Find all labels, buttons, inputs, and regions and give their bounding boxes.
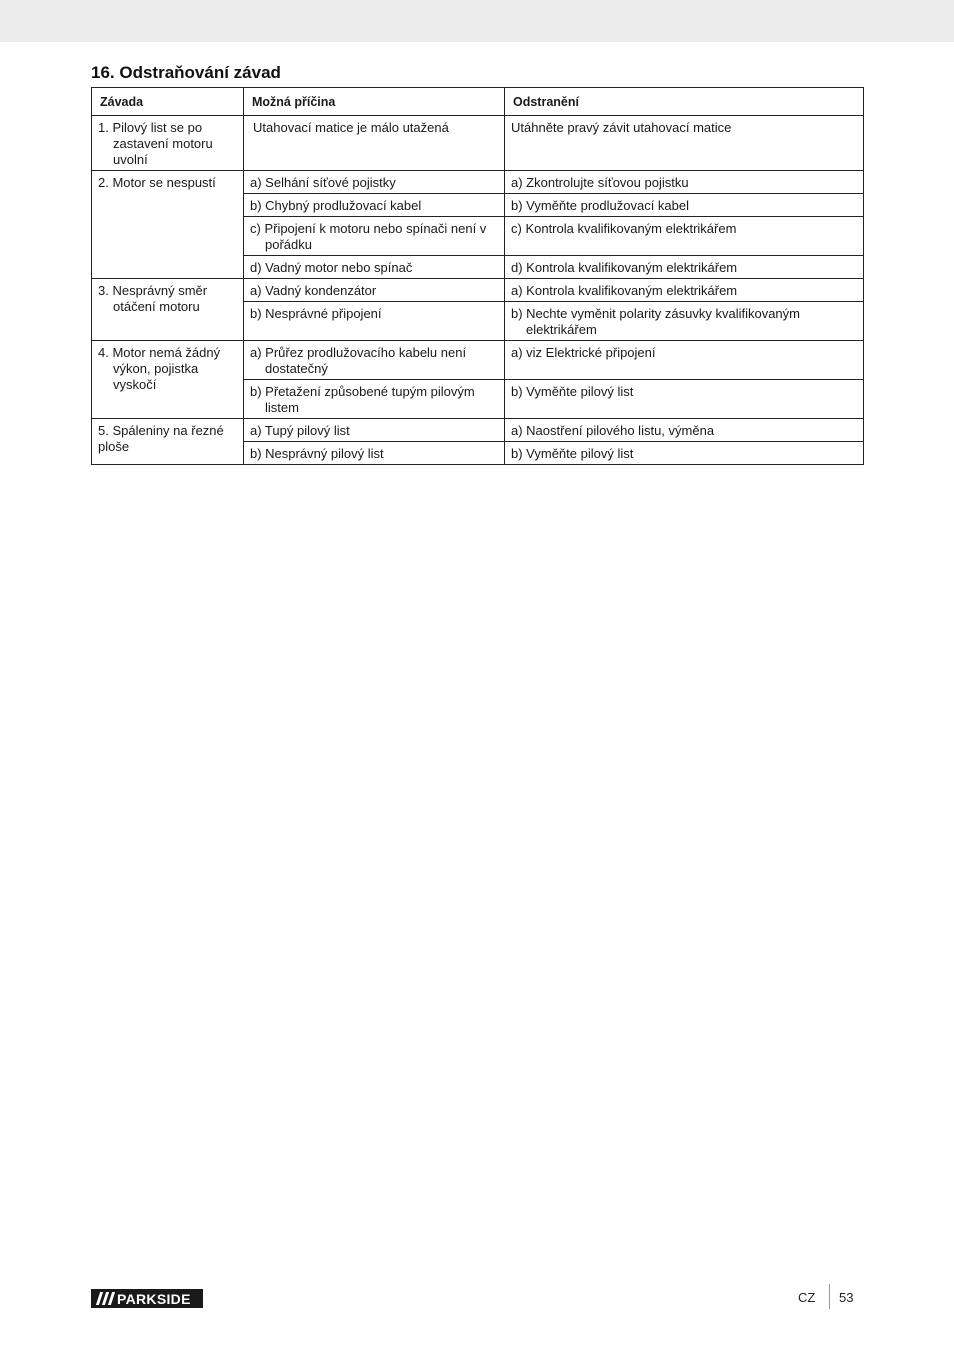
fix-cell [505,302,864,341]
fix-cell: Utáhněte pravý závit utahovací matice [505,116,864,171]
cause-text: c) Připojení k motoru nebo spínači není v pořádku [250,221,487,252]
footer-divider [829,1284,830,1309]
top-band [0,0,954,42]
cause-text: a) Tupý pilový list [250,423,350,438]
fix-text: a) Zkontrolujte síťovou pojistku [511,175,689,190]
fix-cell [505,380,864,419]
fix-cell [505,256,864,279]
cause-cell [244,302,505,341]
fault-text: 5. Spáleniny na řezné ploše [98,423,224,454]
fault-cell [92,419,244,465]
fix-text: a) Kontrola kvalifikovaným elektrikářem [511,283,738,298]
troubleshooting-table [91,87,864,465]
fix-text: d) Kontrola kvalifikovaným elektrikářem [511,260,738,275]
fix-text: a) Naostření pilového listu, výměna [511,423,715,438]
cause-cell [244,217,505,256]
column-header-fault: Závada [92,88,244,116]
fix-cell [505,217,864,256]
cause-cell [244,194,505,217]
fix-text: b) Nechte vyměnit polarity zásuvky kvalifikovaným elektrikářem [511,306,800,337]
cause-cell [244,380,505,419]
table-row [92,341,864,380]
fix-text: b) Vyměňte pilový list [511,446,634,461]
cause-cell [244,171,505,194]
cause-text: a) Selhání síťové pojistky [250,175,396,190]
section-title: 16. Odstraňování závad [91,63,281,82]
column-header-cause: Možná příčina [244,88,505,116]
fault-text: 4. Motor nemá žádný výkon, pojistka vyskočí [98,345,221,392]
fault-cell [92,171,244,279]
fault-text: 3. Nesprávný směr otáčení motoru [98,283,208,314]
cause-cell [244,341,505,380]
fix-text: b) Vyměňte prodlužovací kabel [511,198,690,213]
table-row [92,116,864,171]
table-row [92,419,864,442]
cause-cell [244,279,505,302]
language-code: CZ [798,1290,816,1305]
brand-name: PARKSIDE [117,1290,191,1307]
fix-cell [505,171,864,194]
table-row [92,171,864,194]
fault-cell [92,116,244,171]
fix-cell [505,341,864,380]
cause-text: b) Nesprávný pilový list [250,446,384,461]
cause-text: d) Vadný motor nebo spínač [250,260,413,275]
cause-text: a) Vadný kondenzátor [250,283,377,298]
table-header-row [92,88,864,116]
fault-cell [92,341,244,419]
cause-text: b) Přetažení způsobené tupým pilovým listem [250,384,475,415]
fix-cell [505,194,864,217]
fault-cell [92,279,244,341]
cause-cell [244,256,505,279]
cause-cell [244,442,505,465]
page-number: 53 [839,1290,854,1305]
fix-text: b) Vyměňte pilový list [511,384,634,399]
table-row [92,279,864,302]
parkside-logo [91,1289,203,1308]
cause-text: b) Nesprávné připojení [250,306,382,321]
cause-cell: Utahovací matice je málo utažená [244,116,505,171]
fix-cell [505,279,864,302]
fault-text: 2. Motor se nespustí [98,175,216,190]
fix-cell [505,419,864,442]
logo-slashes-icon [95,1289,115,1308]
column-header-fix: Odstranění [505,88,864,116]
cause-text: a) Průřez prodlužovacího kabelu není dostatečný [250,345,467,376]
fix-text: a) viz Elektrické připojení [511,345,656,360]
fix-text: c) Kontrola kvalifikovaným elektrikářem [511,221,737,236]
cause-text: b) Chybný prodlužovací kabel [250,198,422,213]
fix-cell [505,442,864,465]
fault-text: 1. Pilový list se po zastavení motoru uvolní [98,120,213,167]
cause-cell [244,419,505,442]
